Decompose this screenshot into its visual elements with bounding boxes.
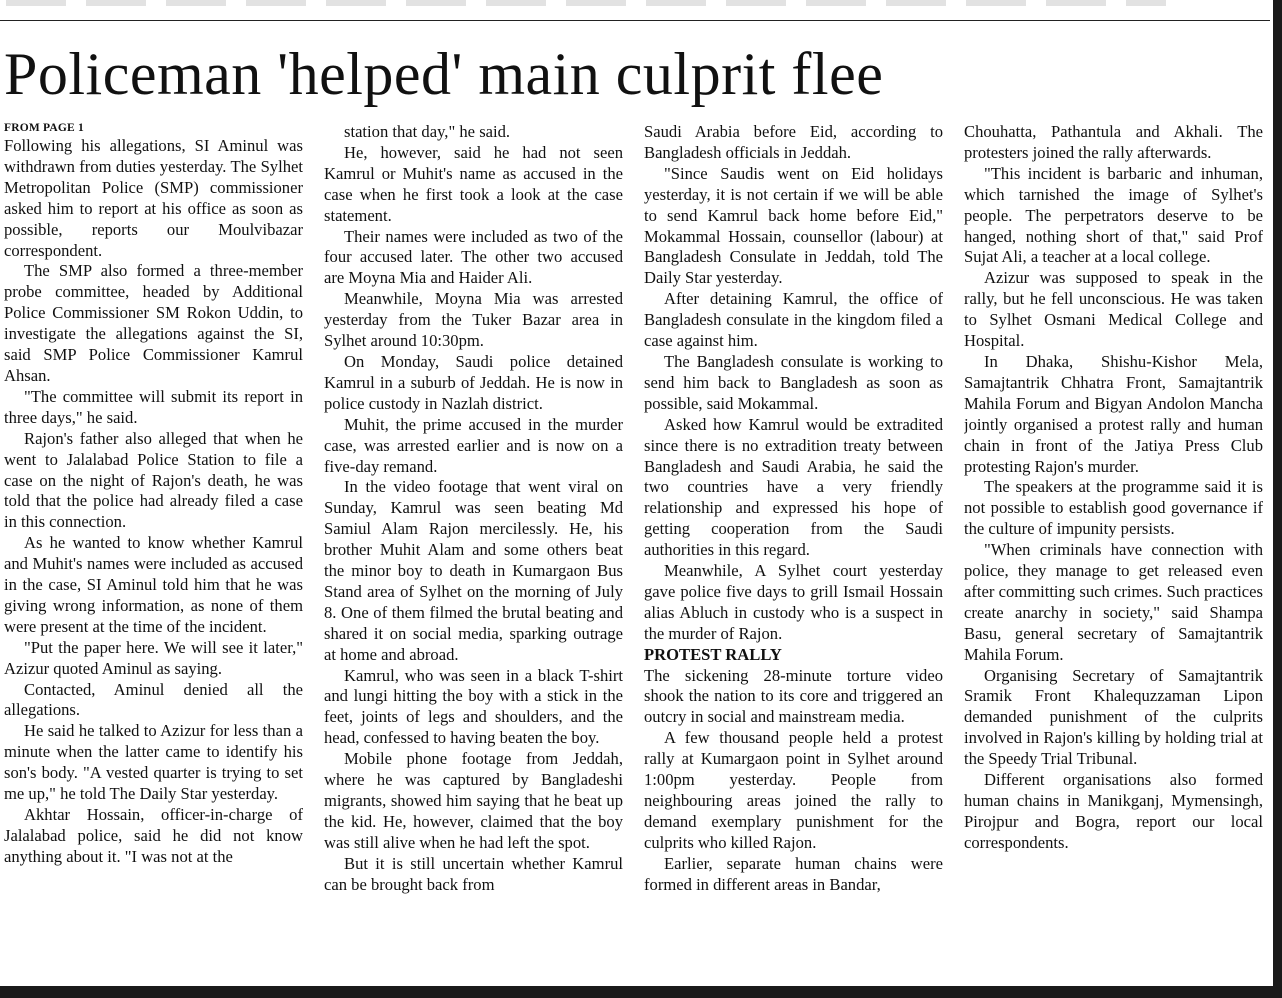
paragraph: Asked how Kamrul would be extradited since there is no extradition treaty between Bangladesh and Saudi Arabia, he said the two countries have a very friendly relationship and expressed his hope of getting cooperation from the Saudi authorities in this regard. xyxy=(644,414,943,560)
paragraph: On Monday, Saudi police detained Kamrul in a suburb of Jeddah. He is now in police custody in Nazlah district. xyxy=(324,351,623,413)
column-2 xyxy=(324,122,623,986)
paragraph: The SMP also formed a three-member probe committee, headed by Additional Police Commissioner SM Rokon Uddin, to investigate the allegations against the SI, said SMP Police Commissioner Kamrul Ahsan. xyxy=(4,261,303,385)
paragraph: station that day," he said. xyxy=(344,122,511,141)
paragraph: "Put the paper here. We will see it later," Azizur quoted Aminul as saying. xyxy=(4,637,303,678)
paragraph: He, however, said he had not seen Kamrul or Muhit's name as accused in the case when he first took a look at the case statement. xyxy=(324,142,623,225)
headline: Policeman 'helped' main culprit flee xyxy=(4,41,884,107)
paragraph: Contacted, Aminul denied all the allegations. xyxy=(4,679,303,720)
paragraph: Organising Secretary of Samajtantrik Sramik Front Khalequzzaman Lipon demanded punishment of the culprits involved in Rajon's killing by holding trial at the Speedy Trial Tribunal. xyxy=(964,665,1263,769)
paragraph: He said he talked to Azizur for less than a minute when the latter came to identify his son's body. "A vested quarter is trying to set me up," he told The Daily Star yesterday. xyxy=(4,721,303,804)
paragraph: The sickening 28-minute torture video shook the nation to its core and triggered an outcry in social and mainstream media. xyxy=(644,665,943,727)
paragraph: In the video footage that went viral on Sunday, Kamrul was seen beating Md Samiul Alam Rajon mercilessly. He, his brother Muhit Alam and some others beat the minor boy to death in Kumargaon Bus Stand area of Sylhet on the morning of July 8. One of them filmed the brutal beating and shared it on social media, sparking outrage at home and abroad. xyxy=(324,477,623,664)
subhead-protest-rally: PROTEST RALLY xyxy=(644,644,782,664)
paragraph: After detaining Kamrul, the office of Bangladesh consulate in the kingdom filed a case against him. xyxy=(644,289,943,351)
column-1 xyxy=(4,122,303,986)
paragraph: Saudi Arabia before Eid, according to Bangladesh officials in Jeddah. xyxy=(644,122,943,162)
top-rule xyxy=(0,0,1270,21)
paragraph: "When criminals have connection with police, they manage to get released even after committing such crimes. Such practices create anarchy in society," said Shampa Basu, general secretary of Samajtantrik Mahila Forum. xyxy=(964,540,1263,664)
paragraph: As he wanted to know whether Kamrul and Muhit's names were included as accused in the case, SI Aminul told him that he was giving wrong information, as none of them were present at the time of the incident. xyxy=(4,533,303,636)
paragraph: Muhit, the prime accused in the murder case, was arrested earlier and is now on a five-day remand. xyxy=(324,414,623,476)
paragraph: Kamrul, who was seen in a black T-shirt and lungi hitting the boy with a stick in the feet, joints of legs and shoulders, and the head, confessed to having beaten the boy. xyxy=(324,665,623,748)
paragraph: A few thousand people held a protest rally at Kumargaon point in Sylhet around 1:00pm yesterday. People from neighbouring areas joined the rally to demand exemplary punishment for the culprits who killed Rajon. xyxy=(644,728,943,852)
paragraph: Chouhatta, Pathantula and Akhali. The protesters joined the rally afterwards. xyxy=(964,122,1263,162)
paragraph: Earlier, separate human chains were formed in different areas in Bandar, xyxy=(644,853,943,894)
paragraph: Meanwhile, Moyna Mia was arrested yesterday from the Tuker Bazar area in Sylhet around 10:30pm. xyxy=(324,289,623,351)
kicker: FROM PAGE 1 xyxy=(4,122,84,134)
paragraph: "Since Saudis went on Eid holidays yesterday, it is not certain if we will be able to send Kamrul back home before Eid," Mokammal Hossain, counsellor (labour) at Bangladesh Consulate in Jeddah, told The Daily Star yesterday. xyxy=(644,163,943,288)
column-4 xyxy=(964,122,1263,986)
paragraph: Meanwhile, A Sylhet court yesterday gave police five days to grill Ismail Hossain alias Abluch in custody who is a suspect in the murder of Rajon. xyxy=(644,561,943,643)
paragraph: Azizur was supposed to speak in the rally, but he fell unconscious. He was taken to Sylhet Osmani Medical College and Hospital. xyxy=(964,268,1263,351)
paragraph: Different organisations also formed human chains in Manikganj, Mymensingh, Pirojpur and Bogra, report our local correspondents. xyxy=(964,770,1263,852)
right-edge-bar xyxy=(1273,0,1282,998)
bottom-edge-bar xyxy=(0,986,1282,998)
paragraph: "This incident is barbaric and inhuman, which tarnished the image of Sylhet's people. The perpetrators deserve to be hanged, nothing short of that," said Prof Sujat Ali, a teacher at a local college. xyxy=(964,163,1263,267)
paragraph: The speakers at the programme said it is not possible to establish good governance if the culture of impunity persists. xyxy=(964,477,1263,539)
paragraph: Mobile phone footage from Jeddah, where he was captured by Bangladeshi migrants, showed him saying that he beat up the kid. He, however, claimed that the boy was still alive when he had left the spot. xyxy=(324,749,623,852)
paragraph: Following his allegations, SI Aminul was withdrawn from duties yesterday. The Sylhet Metropolitan Police (SMP) commissioner asked him to report at his office as soon as possible, reports our Moulvibazar correspondent. xyxy=(4,136,303,260)
paragraph: "The committee will submit its report in three days," he said. xyxy=(4,386,303,427)
paragraph: Their names were included as two of the four accused later. The other two accused are Moyna Mia and Haider Ali. xyxy=(324,226,623,288)
paragraph: In Dhaka, Shishu-Kishor Mela, Samajtantrik Chhatra Front, Samajtantrik Mahila Forum and Bigyan Andolon Mancha jointly organised a protest rally and human chain in front of the Jatiya Press Club protesting Rajon's murder. xyxy=(964,351,1263,476)
paragraph: But it is still uncertain whether Kamrul can be brought back from xyxy=(324,853,623,894)
paragraph: Akhtar Hossain, officer-in-charge of Jalalabad police, said he did not know anything about it. "I was not at the xyxy=(4,805,303,866)
paragraph: The Bangladesh consulate is working to send him back to Bangladesh as soon as possible, said Mokammal. xyxy=(644,351,943,413)
column-3 xyxy=(644,122,943,986)
article-body xyxy=(4,122,1266,986)
paragraph: Rajon's father also alleged that when he went to Jalalabad Police Station to file a case on the night of Rajon's death, he was told that the police had already filed a case in this connection. xyxy=(4,428,303,532)
